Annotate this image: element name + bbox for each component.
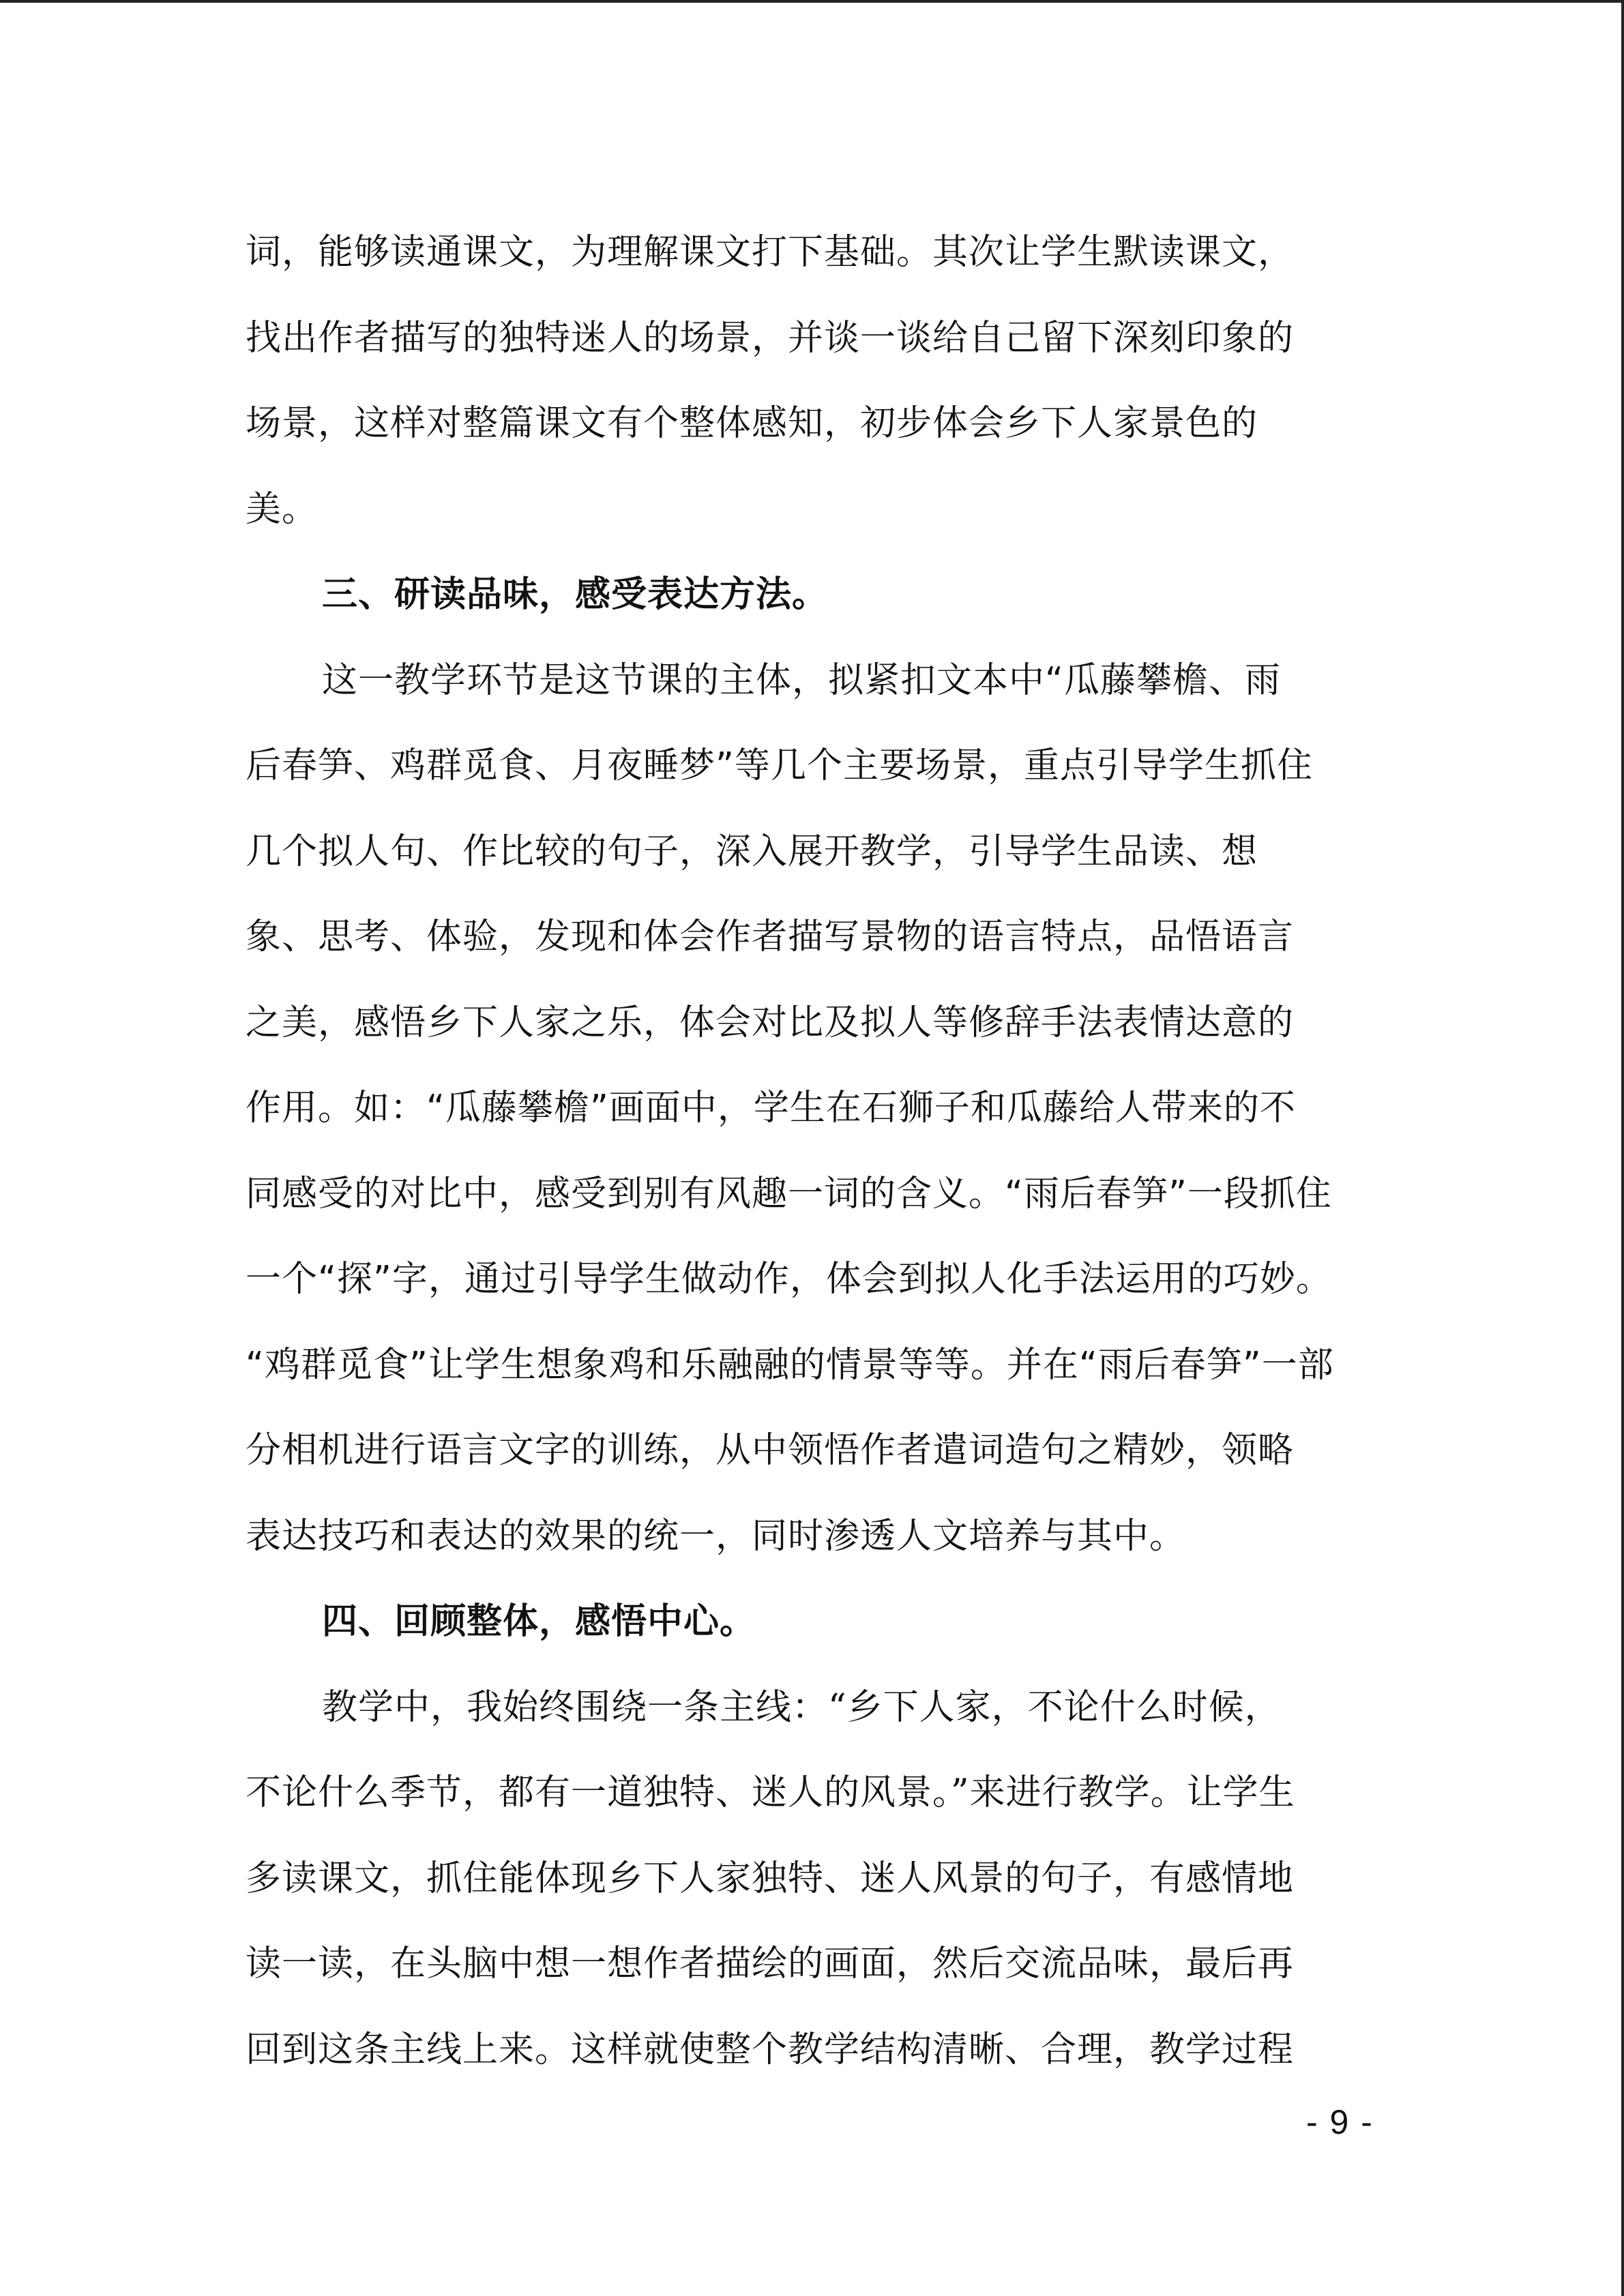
body-line: 一个“探”字，通过引导学生做动作，体会到拟人化手法运用的巧妙。 bbox=[246, 1259, 1332, 1300]
body-line: 不论什么季节，都有一道独特、迷人的风景。”来进行教学。让学生 bbox=[246, 1772, 1295, 1813]
body-line: 几个拟人句、作比较的句子，深入展开教学，引导学生品读、想 bbox=[246, 831, 1258, 872]
right-border-line bbox=[1621, 0, 1624, 2296]
page-number: - 9 - bbox=[1306, 2103, 1374, 2141]
body-line: 后春笋、鸡群觅食、月夜睡梦”等几个主要场景，重点引导学生抓住 bbox=[246, 745, 1313, 786]
body-line: 之美，感悟乡下人家之乐，体会对比及拟人等修辞手法表情达意的 bbox=[246, 1002, 1295, 1043]
paragraph-first-line: 这一教学环节是这节课的主体，拟紧扣文本中“瓜藤攀檐、雨 bbox=[322, 659, 1281, 701]
body-line: 美。 bbox=[246, 488, 319, 530]
body-line: 回到这条主线上来。这样就使整个教学结构清晰、合理，教学过程 bbox=[246, 2029, 1295, 2070]
top-border-line bbox=[0, 0, 1624, 3]
body-line: 词，能够读通课文，为理解课文打下基础。其次让学生默读课文， bbox=[246, 232, 1295, 273]
document-body bbox=[246, 210, 1378, 2093]
section-heading-3: 三、研读品味，感受表达方法。 bbox=[322, 574, 829, 615]
body-line: 同感受的对比中，感受到别有风趣一词的含义。“雨后春笋”一段抓住 bbox=[246, 1173, 1332, 1214]
body-line: 分相机进行语言文字的训练，从中领悟作者遣词造句之精妙，领略 bbox=[246, 1430, 1295, 1471]
body-line: 象、思考、体验，发现和体会作者描写景物的语言特点，品悟语言 bbox=[246, 916, 1295, 957]
body-line: 多读课文，抓住能体现乡下人家独特、迷人风景的句子，有感情地 bbox=[246, 1858, 1295, 1899]
body-line: 作用。如：“瓜藤攀檐”画面中，学生在石狮子和瓜藤给人带来的不 bbox=[246, 1088, 1296, 1129]
body-line: 找出作者描写的独特迷人的场景，并谈一谈给自己留下深刻印象的 bbox=[246, 317, 1295, 359]
paragraph-first-line: 教学中，我始终围绕一条主线：“乡下人家，不论什么时候， bbox=[322, 1686, 1281, 1728]
body-line: 读一读，在头脑中想一想作者描绘的画面，然后交流品味，最后再 bbox=[246, 1943, 1295, 1984]
body-line: 表达技巧和表达的效果的统一，同时渗透人文培养与其中。 bbox=[246, 1515, 1186, 1557]
body-line: 场景，这样对整篇课文有个整体感知，初步体会乡下人家景色的 bbox=[246, 403, 1258, 444]
section-heading-4: 四、回顾整体，感悟中心。 bbox=[322, 1601, 756, 1642]
body-line: “鸡群觅食”让学生想象鸡和乐融融的情景等等。并在“雨后春笋”一部 bbox=[246, 1344, 1334, 1386]
